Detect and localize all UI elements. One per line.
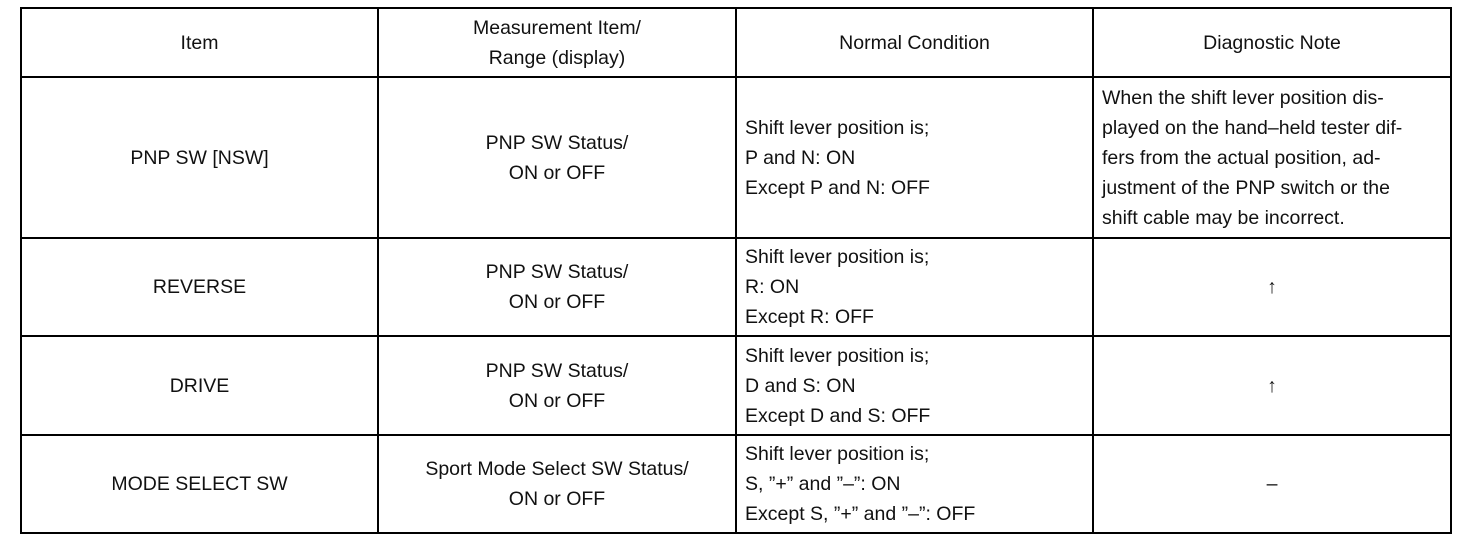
item-cell: [21, 435, 378, 533]
normal-condition-cell: [736, 238, 1093, 336]
header-measurement-line: Range (display): [488, 46, 626, 69]
same-as-above-arrow-icon: ↑: [1267, 374, 1277, 397]
normal-condition-line: Except R: OFF: [745, 306, 874, 328]
measurement-line: ON or OFF: [508, 291, 606, 313]
measurement-line: ON or OFF: [508, 488, 606, 510]
table-row: [21, 77, 1451, 238]
diagnostic-note-line: fers from the actual position, ad-: [1102, 146, 1381, 169]
measurement-cell: [378, 336, 736, 435]
normal-condition-line: Except S, ”+” and ”–”: OFF: [745, 503, 976, 525]
normal-condition-line: Except P and N: OFF: [745, 176, 930, 199]
item-cell: [21, 336, 378, 435]
diagnostic-note-cell: [1093, 238, 1451, 336]
normal-condition-line: Shift lever position is;: [745, 344, 930, 367]
header-measurement-line: Measurement Item/: [473, 16, 641, 39]
item-cell: [21, 238, 378, 336]
item-label: REVERSE: [152, 276, 247, 298]
diagnostic-note-line: played on the hand–held tester dif-: [1102, 116, 1403, 139]
measurement-cell: [378, 238, 736, 336]
header-normal-label: Normal Condition: [839, 31, 990, 54]
diagnostic-note-cell: [1093, 77, 1451, 238]
item-label: DRIVE: [169, 374, 230, 397]
header-item-label: Item: [180, 31, 219, 54]
normal-condition-line: Shift lever position is;: [745, 116, 930, 139]
normal-condition-line: Except D and S: OFF: [745, 404, 931, 427]
diagnostic-note-line: justment of the PNP switch or the: [1102, 176, 1390, 199]
measurement-line: ON or OFF: [508, 389, 606, 412]
diagnostic-note-cell: [1093, 336, 1451, 435]
measurement-line: Sport Mode Select SW Status/: [425, 458, 689, 480]
normal-condition-line: S, ”+” and ”–”: ON: [745, 473, 901, 495]
diagnostic-note-cell: [1093, 435, 1451, 533]
normal-condition-line: D and S: ON: [745, 374, 856, 397]
item-cell: [21, 77, 378, 238]
normal-condition-cell: [736, 435, 1093, 533]
normal-condition-line: Shift lever position is;: [745, 443, 930, 465]
data-list-table: [20, 7, 1452, 534]
measurement-line: PNP SW Status/: [485, 261, 629, 283]
normal-condition-cell: [736, 77, 1093, 238]
normal-condition-line: P and N: ON: [745, 146, 856, 169]
measurement-line: PNP SW Status/: [485, 131, 629, 154]
header-measurement: [378, 8, 736, 77]
header-item: [21, 8, 378, 77]
measurement-line: PNP SW Status/: [485, 359, 629, 382]
diagnostic-note-line: When the shift lever position dis-: [1102, 86, 1384, 109]
table-row: [21, 336, 1451, 435]
measurement-line: ON or OFF: [508, 161, 606, 184]
table-row: [21, 435, 1451, 533]
table-row: [21, 238, 1451, 336]
item-label: PNP SW [NSW]: [130, 146, 269, 169]
normal-condition-line: R: ON: [745, 276, 800, 298]
item-label: MODE SELECT SW: [111, 473, 288, 495]
same-as-above-arrow-icon: ↑: [1267, 276, 1277, 298]
measurement-cell: [378, 435, 736, 533]
header-normal-condition: [736, 8, 1093, 77]
table-header-row: [21, 8, 1451, 77]
header-diagnostic-note: [1093, 8, 1451, 77]
diagnostic-note-line: shift cable may be incorrect.: [1102, 206, 1345, 229]
normal-condition-line: Shift lever position is;: [745, 246, 930, 268]
normal-condition-cell: [736, 336, 1093, 435]
header-note-label: Diagnostic Note: [1203, 31, 1341, 54]
not-applicable-dash: –: [1266, 473, 1278, 495]
measurement-cell: [378, 77, 736, 238]
